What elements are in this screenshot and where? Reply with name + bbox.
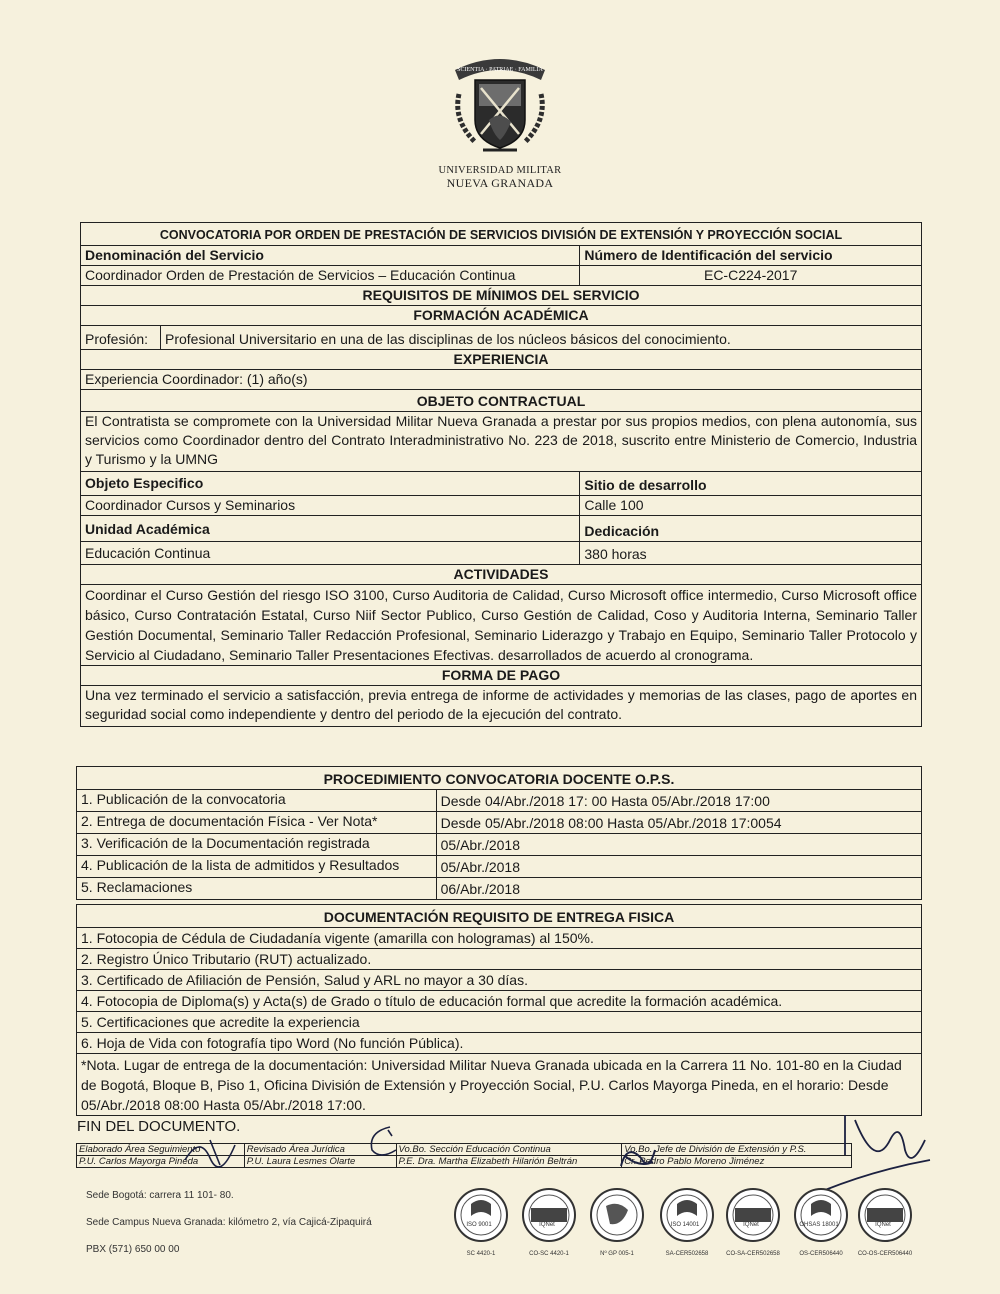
objeto-especifico-value: Coordinador Cursos y Seminarios [81,496,580,516]
convocatoria-title: CONVOCATORIA POR ORDEN DE PRESTACIÓN DE SERVICIOS DIVISIÓN DE EXTENSIÓN Y PROYECCIÓN SOCIAL [81,223,922,246]
objeto-especifico-label: Objeto Especifico [81,472,580,496]
documentacion-item: 5. Certificaciones que acredite la experiencia [77,1012,922,1033]
university-name-line1: UNIVERSIDAD MILITAR [438,165,562,176]
certification-code: SC 4420-1 [466,1251,496,1257]
procedimiento-step: 1. Publicación de la convocatoria [77,790,437,812]
signature-scribble-2 [360,1122,410,1162]
signature-name: Cr. Pedro Pablo Moreno Jiménez [622,1156,852,1168]
documentacion-row [77,1033,922,1054]
actividades-value: Coordinar el Curso Gestión del riesgo ISO 3100, Curso Auditoria de Calidad, Curso Microsoft office intermedio, Curso Microsoft office básico, Curso Contratación Estatal, Curso Niif Sector Publico, Curso Gestión de Calidad, Coso y Auditoria Interna, Seminario Taller Gestión Documental, Seminario Taller Redacción Profesional, Seminario Liderazgo y Trabajo en Equipo, Seminario Taller Protocolo y Servicio al Ciudadano, Seminario Taller Presentaciones Efectivas. desarrollados de acuerdo al cronograma. [81,585,922,666]
certification-seal-icon [520,1186,578,1246]
certification-code: SA-CER502658 [665,1251,709,1257]
documentacion-row [77,949,922,970]
procedimiento-date: Desde 05/Abr./2018 08:00 Hasta 05/Abr./2018 17:0054 [436,812,921,834]
certification-seal-icon [724,1186,782,1246]
signature-name: P.U. Laura Lesmes Olarte [244,1156,396,1168]
procedimiento-row [77,790,922,812]
procedimiento-row [77,856,922,878]
documentacion-row [77,928,922,949]
dedicacion-label: Dedicación [580,516,922,542]
procedimiento-step: 3. Verificación de la Documentación registrada [77,834,437,856]
pago-value: Una vez terminado el servicio a satisfacción, previa entrega de informe de actividades y memorias de las clases, pago de aportes en seguridad social como independiente y dentro del periodo de la ejecución del contrato. [81,686,922,727]
documentacion-row [77,1012,922,1033]
footer-pbx: PBX (571) 650 00 00 [86,1244,180,1255]
certification-seal-icon [588,1186,646,1246]
procedimiento-date: 06/Abr./2018 [436,878,921,900]
signature-name: P.U. Carlos Mayorga Pineda [77,1156,245,1168]
procedimiento-date: 05/Abr./2018 [436,856,921,878]
signature-scribble-3 [615,1138,661,1178]
objeto-heading: OBJETO CONTRACTUAL [81,390,922,412]
documentacion-item: 6. Hoja de Vida con fotografía tipo Word (No función Pública). [77,1033,922,1054]
service-name-label: Denominación del Servicio [81,246,580,266]
procedimiento-step: 2. Entrega de documentación Física - Ver Nota* [77,812,437,834]
certification-badge [722,1186,784,1257]
certification-badge [586,1186,648,1257]
objeto-value: El Contratista se compromete con la Universidad Militar Nueva Granada a prestar por sus propios medios, con plena autonomía, sus servicios como Coordinador dentro del Contrato Interadministrativo No. 223 de 2018, suscrito entre Ministerio de Comercio, Industria y Turismo y la UMNG [81,412,922,472]
footer-sede-bogota: Sede Bogotá: carrera 11 101- 80. [86,1190,234,1201]
certification-label: OHSAS 18001 [799,1222,839,1228]
procedimiento-row [77,878,922,900]
crest-motto: SCIENTIA · PATRIAE · FAMILIA [457,67,543,73]
service-id-value: EC-C224-2017 [580,266,922,286]
unidad-value: Educación Continua [81,542,580,565]
documentacion-item: 2. Registro Único Tributario (RUT) actualizado. [77,949,922,970]
procedimiento-row [77,812,922,834]
experiencia-heading: EXPERIENCIA [81,350,922,370]
certification-badge [790,1186,852,1257]
documentacion-heading: DOCUMENTACIÓN REQUISITO DE ENTREGA FISICA [77,905,922,928]
certification-label: ISO 14001 [670,1222,700,1228]
documentacion-item: 1. Fotocopia de Cédula de Ciudadanía vigente (amarilla con hologramas) al 150%. [77,928,922,949]
procedimiento-heading: PROCEDIMIENTO CONVOCATORIA DOCENTE O.P.S. [77,767,922,790]
certification-code: OS-CER506440 [799,1251,843,1257]
signature-name: P.E. Dra. Martha Elizabeth Hilarión Beltrán [396,1156,622,1168]
dedicacion-value: 380 horas [580,542,922,565]
certification-seal-icon [792,1186,850,1246]
documentacion-table [76,904,922,1116]
certification-seal-icon [452,1186,510,1246]
certification-badge [656,1186,718,1257]
university-name [430,165,570,189]
certification-badge [854,1186,916,1257]
profesion-label: Profesión: [81,326,161,350]
procedimiento-table [76,766,922,900]
certification-code: CO-SA-CER502658 [726,1251,780,1257]
certification-logos [450,1186,920,1266]
pago-heading: FORMA DE PAGO [81,666,922,686]
procedimiento-date: Desde 04/Abr./2018 17: 00 Hasta 05/Abr./2018 17:00 [436,790,921,812]
requisitos-heading: REQUISITOS DE MÍNIMOS DEL SERVICIO [81,286,922,306]
procedimiento-date: 05/Abr./2018 [436,834,921,856]
certification-badge [518,1186,580,1257]
experiencia-value: Experiencia Coordinador: (1) año(s) [81,370,922,390]
certification-badge [450,1186,512,1257]
documentacion-row [77,970,922,991]
procedimiento-step: 5. Reclamaciones [77,878,437,900]
certification-code: Nº GP 005-1 [600,1251,634,1257]
signature-role: Elaborado Área Seguimiento [77,1144,245,1156]
sitio-value: Calle 100 [580,496,922,516]
service-name-value: Coordinador Orden de Prestación de Servicios – Educación Continua [81,266,580,286]
formacion-heading: FORMACIÓN ACADÉMICA [81,306,922,326]
certification-code: CO-SC 4420-1 [529,1251,569,1257]
university-logo [430,50,570,189]
signature-role: Vo.Bo. Sección Educación Continua [396,1144,622,1156]
certification-label: IQNet [539,1222,555,1228]
sitio-label: Sitio de desarrollo [580,472,922,496]
certification-label: IQNet [875,1222,891,1228]
certification-seal-icon [658,1186,716,1246]
profesion-value: Profesional Universitario en una de las disciplinas de los núcleos básicos del conocimiento. [160,326,921,350]
documentacion-nota-row [77,1054,922,1116]
documentacion-item: 4. Fotocopia de Diploma(s) y Acta(s) de Grado o título de educación formal que acredite la formación académica. [77,991,922,1012]
certification-label: ISO 9001 [466,1222,492,1228]
footer-sede-campus: Sede Campus Nueva Granada: kilómetro 2, vía Cajicá-Zipaquirá [86,1217,372,1228]
crest-icon [445,50,555,160]
documentacion-item: 3. Certificado de Afiliación de Pensión, Salud y ARL no mayor a 30 días. [77,970,922,991]
signature-scribble-1 [180,1130,250,1170]
unidad-label: Unidad Académica [81,516,580,542]
certification-label: IQNet [743,1222,759,1228]
signature-role: Revisado Área Jurídica [244,1144,396,1156]
certification-code: CO-OS-CER506440 [857,1251,913,1257]
signature-role: Vo.Bo. Jefe de División de Extensión y P.S. [622,1144,852,1156]
procedimiento-step: 4. Publicación de la lista de admitidos y Resultados [77,856,437,878]
service-table [80,222,922,727]
actividades-heading: ACTIVIDADES [81,565,922,585]
documentacion-nota: *Nota. Lugar de entrega de la documentación: Universidad Militar Nueva Granada ubicada en la Carrera 11 No. 101-80 en la Ciudad de Bogotá, Bloque B, Piso 1, Oficina División de Extensión y Proyección Social, P.U. Carlos Mayorga Pineda, en el horario: Desde 05/Abr./2018 08:00 Hasta 05/Abr./2018 17:00. [77,1054,922,1116]
university-name-line2: NUEVA GRANADA [446,176,554,190]
documentacion-row [77,991,922,1012]
fin-del-documento: FIN DEL DOCUMENTO. [77,1118,241,1135]
certification-seal-icon [856,1186,914,1246]
procedimiento-row [77,834,922,856]
service-id-label: Número de Identificación del servicio [580,246,922,266]
